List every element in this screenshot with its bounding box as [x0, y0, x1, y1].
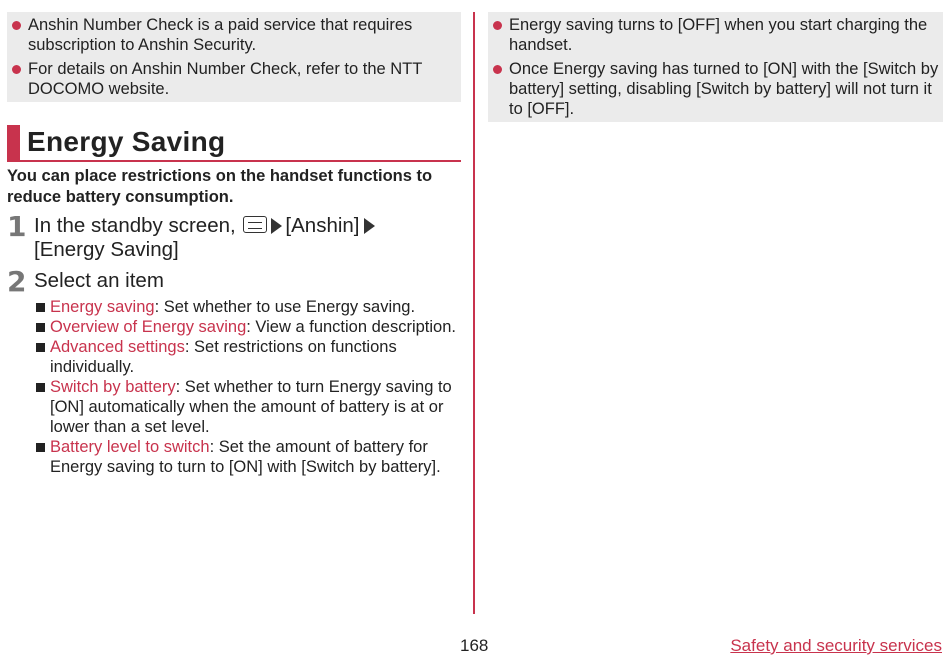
list-item — [34, 337, 461, 377]
option-term: Advanced settings — [50, 338, 185, 356]
option-desc: : Set restrictions on functions individually. — [50, 338, 397, 376]
bullet-dot-icon — [493, 65, 502, 74]
square-bullet-icon — [36, 343, 45, 352]
square-bullet-icon — [36, 323, 45, 332]
option-term: Energy saving — [50, 298, 155, 316]
step-instruction — [34, 214, 461, 262]
page-number: 168 — [460, 636, 489, 655]
menu-energy-saving: [Energy Saving] — [34, 238, 179, 261]
list-item — [34, 297, 461, 317]
option-list — [34, 297, 461, 477]
right-column — [488, 12, 943, 122]
menu-anshin: [Anshin] — [285, 214, 360, 237]
step-1 — [7, 210, 461, 262]
column-divider — [473, 12, 475, 614]
step-number: 1 — [7, 210, 27, 243]
list-item — [34, 437, 461, 477]
section-heading — [7, 125, 461, 162]
arrow-right-icon — [271, 218, 282, 234]
arrow-right-icon — [364, 218, 375, 234]
list-item — [34, 317, 461, 337]
step-title: Select an item — [34, 269, 164, 292]
note-item — [492, 59, 939, 119]
option-desc: : Set whether to turn Energy saving to [ON] automatically when the amount of battery is at or lower than a set level. — [50, 378, 452, 436]
left-column — [7, 12, 461, 477]
note-item — [11, 15, 457, 55]
bullet-dot-icon — [493, 21, 502, 30]
note-item — [492, 15, 939, 55]
note-box — [7, 12, 461, 102]
square-bullet-icon — [36, 303, 45, 312]
section-intro: You can place restrictions on the handset functions to reduce battery consumption. — [7, 167, 433, 206]
note-item — [11, 59, 457, 99]
step-number: 2 — [7, 265, 27, 298]
step-2 — [7, 265, 461, 477]
option-desc: : View a function description. — [246, 318, 456, 336]
bullet-dot-icon — [12, 65, 21, 74]
note-text: Energy saving turns to [OFF] when you start charging the handset. — [509, 16, 928, 54]
list-item — [34, 377, 461, 437]
note-box — [488, 12, 943, 122]
square-bullet-icon — [36, 443, 45, 452]
note-text: Anshin Number Check is a paid service that requires subscription to Anshin Security. — [28, 16, 413, 54]
menu-key-icon — [243, 216, 267, 233]
option-term: Battery level to switch — [50, 438, 210, 456]
option-term: Overview of Energy saving — [50, 318, 247, 336]
heading-accent-bar — [7, 125, 20, 160]
step-prefix: In the standby screen, — [34, 214, 236, 237]
option-desc: : Set the amount of battery for Energy saving to turn to [ON] with [Switch by battery]. — [50, 438, 441, 476]
note-text: Once Energy saving has turned to [ON] with the [Switch by battery] setting, disabling [Switch by battery] will not turn it to [OFF]. — [509, 60, 939, 118]
option-desc: : Set whether to use Energy saving. — [154, 298, 416, 316]
option-term: Switch by battery — [50, 378, 176, 396]
note-text: For details on Anshin Number Check, refer to the NTT DOCOMO website. — [28, 60, 423, 98]
section-link[interactable]: Safety and security services — [730, 636, 942, 655]
bullet-dot-icon — [12, 21, 21, 30]
square-bullet-icon — [36, 383, 45, 392]
section-title: Energy Saving — [27, 126, 226, 157]
